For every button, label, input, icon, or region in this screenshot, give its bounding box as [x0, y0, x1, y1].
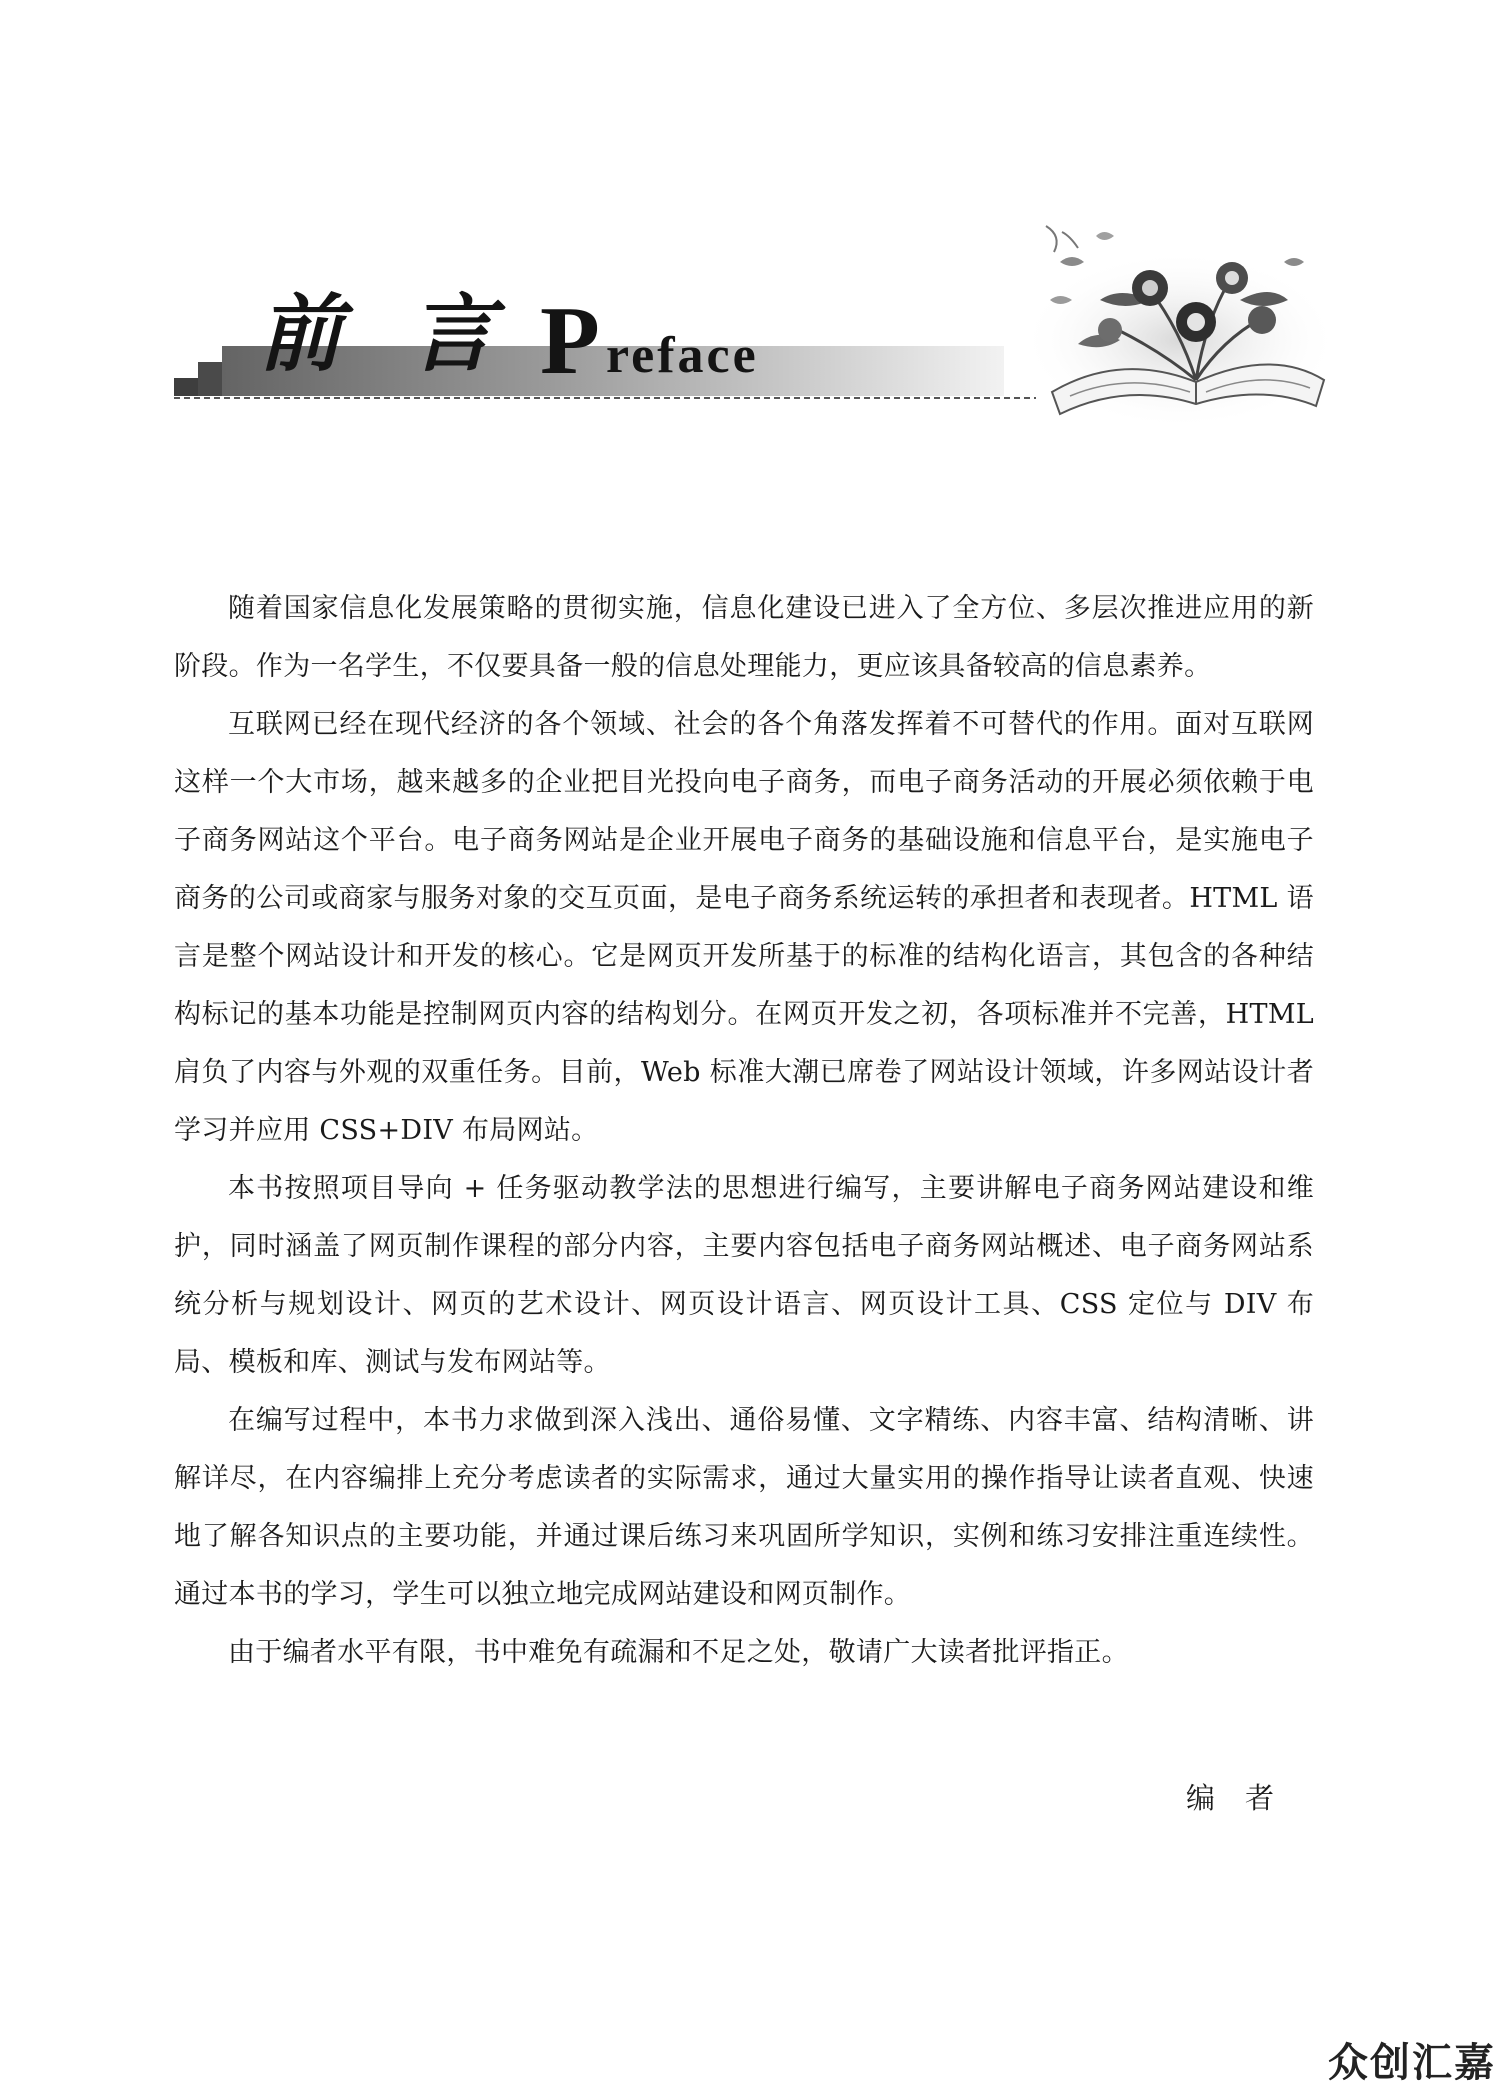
author-signature: 编者	[1186, 1781, 1305, 1815]
paragraph-4: 在编写过程中，本书力求做到深入浅出、通俗易懂、文字精练、内容丰富、结构清晰、讲解详尽，在内容编排上充分考虑读者的实际需求，通过大量实用的操作指导让读者直观、快速地了解各知识点的主要功能，并通过课后练习来巩固所学知识，实例和练习安排注重连续性。通过本书的学习，学生可以独立地完成网站建设和网页制作。	[174, 1405, 1314, 1610]
preface-body	[174, 580, 1314, 1682]
paragraph-2: 互联网已经在现代经济的各个领域、社会的各个角落发挥着不可替代的作用。面对互联网这样一个大市场，越来越多的企业把目光投向电子商务，而电子商务活动的开展必须依赖于电子商务网站这个平台。电子商务网站是企业开展电子商务的基础设施和信息平台，是实施电子商务的公司或商家与服务对象的交互页面，是电子商务系统运转的承担者和表现者。HTML 语言是整个网站设计和开发的核心。它是网页开发所基于的标准的结构化语言，其包含的各种结构标记的基本功能是控制网页内容的结构划分。在网页开发之初，各项标准并不完善，HTML 肩负了内容与外观的双重任务。目前，Web 标准大潮已席卷了网站设计领域，许多网站设计者学习并应用 CSS+DIV 布局网站。	[174, 709, 1314, 1146]
preface-header	[0, 0, 1504, 440]
watermark: 众创汇嘉	[1328, 2040, 1496, 2086]
step-accent	[198, 362, 222, 396]
paragraph-1: 随着国家信息化发展策略的贯彻实施，信息化建设已进入了全方位、多层次推进应用的新阶段。作为一名学生，不仅要具备一般的信息处理能力，更应该具备较高的信息素养。	[174, 593, 1314, 682]
paragraph-5: 由于编者水平有限，书中难免有疏漏和不足之处，敬请广大读者批评指正。	[228, 1637, 1129, 1668]
title-en-initial: P	[540, 287, 600, 395]
flower-book-illustration	[1020, 226, 1340, 430]
title-en-rest: reface	[606, 327, 759, 384]
title-char-1: 前	[258, 284, 343, 383]
paragraph-3: 本书按照项目导向 + 任务驱动教学法的思想进行编写，主要讲解电子商务网站建设和维护，同时涵盖了网页制作课程的部分内容，主要内容包括电子商务网站概述、电子商务网站系统分析与规划设计、网页的艺术设计、网页设计语言、网页设计工具、CSS 定位与 DIV 布局、模板和库、测试与发布网站等。	[174, 1173, 1314, 1378]
title-char-2: 言	[410, 284, 495, 383]
step-accent	[174, 378, 198, 396]
